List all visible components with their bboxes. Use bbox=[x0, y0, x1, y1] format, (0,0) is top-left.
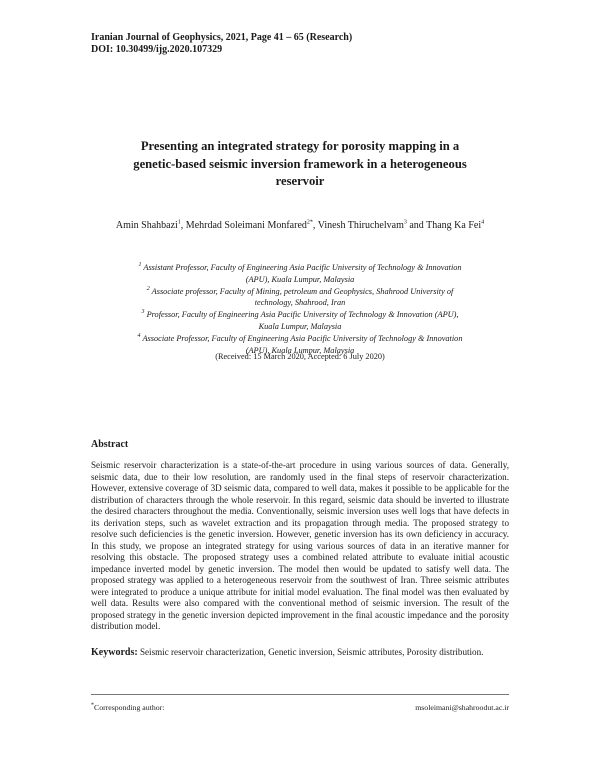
abstract-body: Seismic reservoir characterization is a state-of-the-art procedure in using various sources of data. Generally, seismic data, due to their low resolution, are randomly used in the final steps of reservoir characterization. However, extensive coverage of 3D seismic data, compared to well data, makes it possible to be applicable for the distribution of characters through the whole reservoir. In this regard, seismic data should be inverted to illustrate the desired characters throughout the media. Conventionally, seismic inversion uses well logs that have defects in its derivation steps, such as wavelet extraction and its propagation through media. The proposed strategy to resolve such deficiencies is the genetic inversion. However, genetic inversion has its own deficiency in accuracy. In this study, we propose an integrated strategy for using various sources of data in an iterative manner for resolving this obstacle. The proposed strategy uses a combined related attribute to evaluate initial acoustic impedance inverted model by genetic inversion. The model then would be updated to satisfy well data. The proposed strategy was applied to a heterogeneous reservoir from the southwest of Iran. Three seismic attributes were integrated to produce a unique attribute for initial model evaluation. The final model was then evaluated by well data. Results were also compared with the conventional method of seismic inversion. The result of the proposed strategy in the genetic inversion depicted improvement in the final acoustic impedance and the porosity distribution model. bbox=[91, 460, 509, 631]
received-dates: (Received: 15 March 2020, Accepted: 6 July 2020) bbox=[215, 352, 385, 361]
author-name: Amin Shahbazi bbox=[115, 220, 178, 231]
title-line-3: reservoir bbox=[275, 174, 325, 188]
affiliation-text: Associate professor, Faculty of Mining, petroleum and Geophysics, Shahrood University of bbox=[151, 286, 454, 296]
corresponding-email[interactable]: msoleimani@shahroodut.ac.ir bbox=[415, 703, 509, 712]
author-name: Thang Ka Fei bbox=[426, 220, 482, 231]
journal-citation: Iranian Journal of Geophysics, 2021, Page 41 – 65 (Research) bbox=[91, 32, 353, 43]
footnote-mark: * bbox=[91, 702, 94, 709]
paper-title bbox=[91, 138, 509, 191]
affiliation-item bbox=[110, 262, 490, 286]
author-name: Vinesh Thiruchelvam bbox=[317, 220, 404, 231]
affiliation-text: technology, Shahrood, Iran bbox=[254, 298, 346, 308]
author-separator: , bbox=[312, 220, 318, 231]
affiliation-text: (APU), Kuala Lumpur, Malaysia bbox=[245, 345, 355, 355]
abstract-heading: Abstract bbox=[91, 439, 129, 450]
author-separator: , bbox=[180, 220, 186, 231]
author-mark: 3 bbox=[403, 219, 407, 226]
affiliation-text: Kuala Lumpur, Malaysia bbox=[258, 321, 342, 331]
affiliation-number: 1 bbox=[138, 262, 142, 269]
title-line-1: Presenting an integrated strategy for porosity mapping in a bbox=[140, 139, 460, 153]
author-mark: 2* bbox=[306, 219, 313, 226]
title-line-2: genetic-based seismic inversion framework in a heterogeneous bbox=[133, 156, 467, 171]
affiliations bbox=[110, 262, 490, 356]
affiliation-number: 2 bbox=[146, 285, 150, 292]
doi-line: DOI: 10.30499/ijg.2020.107329 bbox=[91, 44, 223, 55]
affiliation-text: Professor, Faculty of Engineering Asia Pacific University of Technology & Innovation (APU), bbox=[146, 310, 459, 320]
affiliation-text: Associate Professor, Faculty of Engineering Asia Pacific University of Technology & Innovation bbox=[142, 333, 463, 343]
affiliation-number: 4 bbox=[137, 333, 141, 340]
author-separator: and bbox=[406, 220, 427, 231]
affiliation-text: Assistant Professor, Faculty of Engineering Asia Pacific University of Technology & Innovation bbox=[143, 263, 462, 272]
footnote-label: Corresponding author: bbox=[94, 703, 165, 712]
keywords-text: Seismic reservoir characterization, Genetic inversion, Seismic attributes, Porosity distribution. bbox=[139, 647, 484, 657]
journal-header bbox=[91, 32, 352, 56]
author-name: Mehrdad Soleimani Monfared bbox=[185, 220, 307, 231]
affiliation-item bbox=[110, 286, 490, 310]
affiliation-text: (APU), Kuala Lumpur, Malaysia bbox=[245, 274, 355, 284]
keywords-section bbox=[91, 647, 509, 659]
footnote-divider bbox=[91, 694, 509, 695]
author-mark: 4 bbox=[481, 219, 485, 226]
footnote bbox=[91, 703, 509, 712]
keywords-label: Keywords: bbox=[91, 647, 138, 658]
author-list bbox=[91, 218, 509, 233]
author-mark: 1 bbox=[177, 219, 181, 226]
affiliation-item bbox=[110, 309, 490, 333]
affiliation-number: 3 bbox=[141, 309, 145, 316]
